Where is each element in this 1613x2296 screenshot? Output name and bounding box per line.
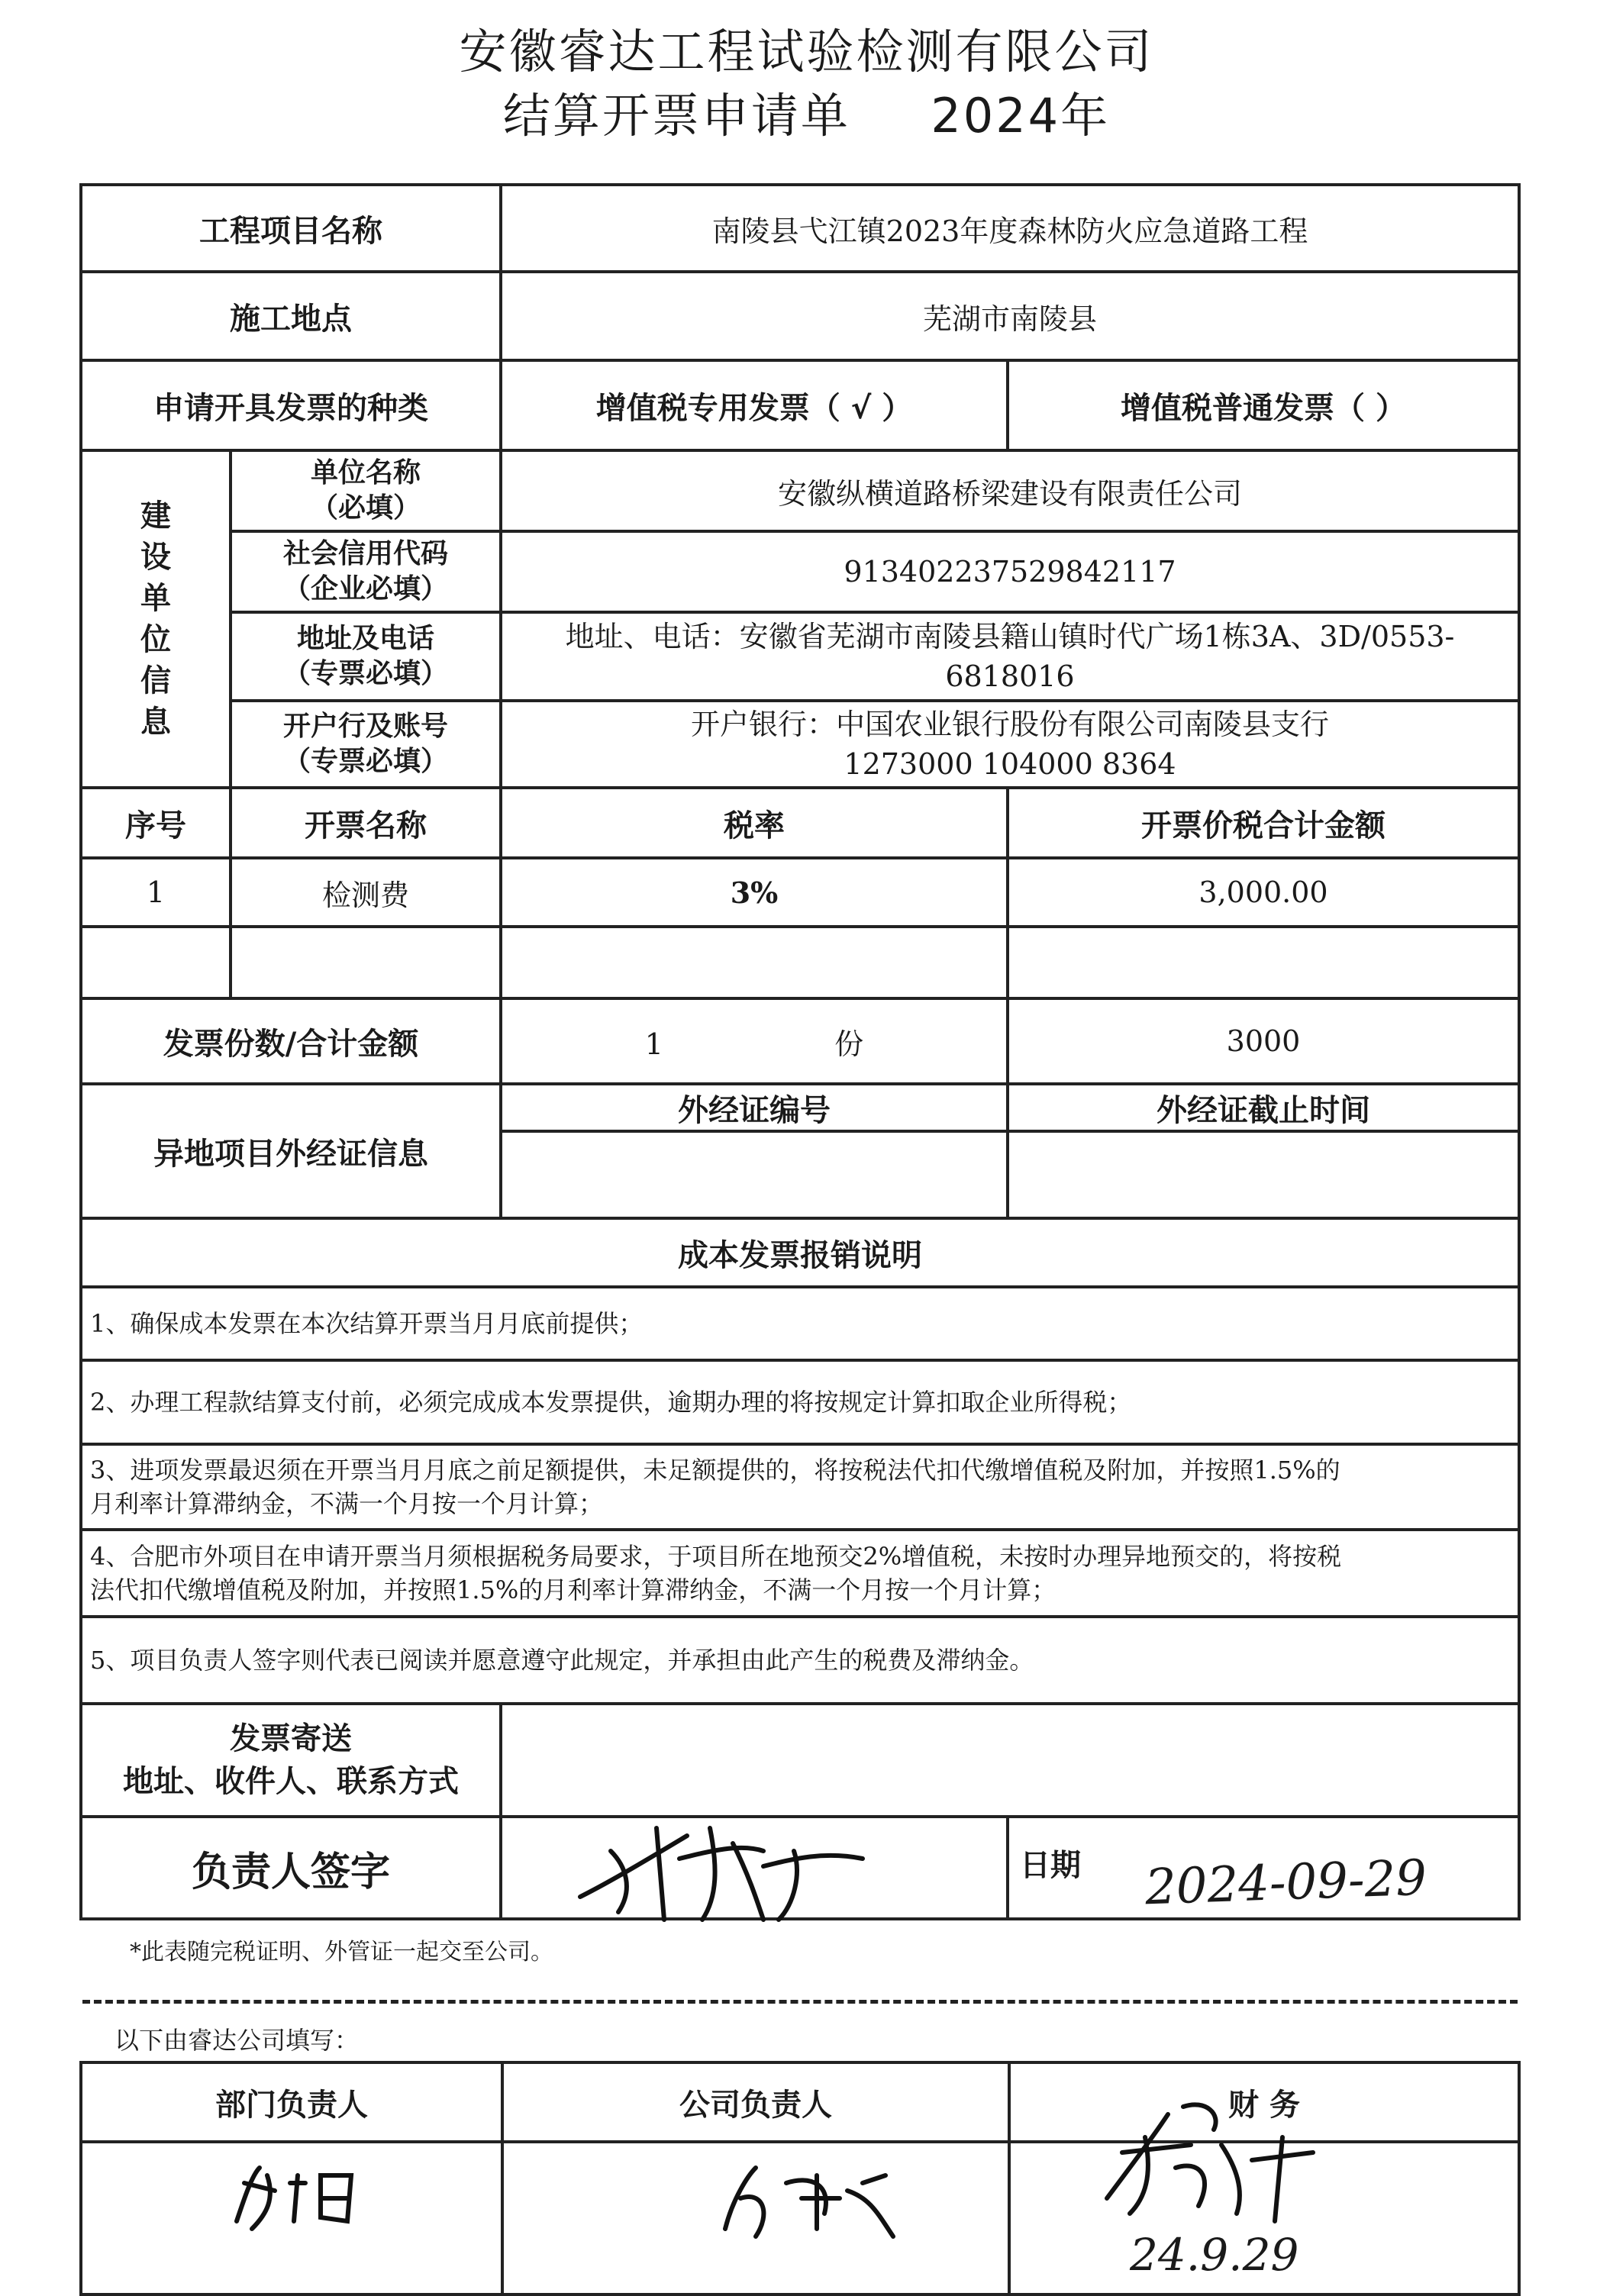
company-head-label: 公司负责人 (502, 2062, 1009, 2142)
builder-section-label (81, 450, 231, 788)
note-3-line-1: 3、进项发票最迟须在开票当月月底之前足额提供，未足额提供的，将按税法代扣代缴增值税及附加，并按照1.5%的 (90, 1456, 1340, 1485)
bank-label (231, 701, 501, 788)
item-rate (501, 927, 1008, 998)
external-cert-deadline-value[interactable] (1008, 1131, 1519, 1218)
finance-label: 财 务 (1009, 2062, 1519, 2142)
item-index: 1 (81, 858, 231, 927)
address-label (231, 612, 501, 701)
totals-amount: 3000 (1008, 998, 1519, 1084)
items-header-index: 序号 (81, 788, 231, 858)
date-label: 日期 (1020, 1848, 1081, 1883)
unit-name-label (231, 450, 501, 531)
item-name (231, 927, 501, 998)
form-title (0, 78, 1613, 146)
credit-code-value: 913402237529842117 (501, 531, 1519, 612)
note-5: 5、项目负责人签字则代表已阅读并愿意遵守此规定，并承担由此产生的税费及滞纳金。 (81, 1617, 1519, 1704)
address-label-text: 地址及电话 (296, 623, 434, 654)
totals-count: 1 (644, 1027, 663, 1061)
note-4-line-1: 4、合肥市外项目在申请开票当月须根据税务局要求，于项目所在地预交2%增值税，未按时办理异地预交的，将按税 (90, 1542, 1342, 1571)
bank-hint: （专票必填） (282, 746, 448, 777)
mailing-label-line-1: 发票寄送 (230, 1721, 352, 1756)
project-name-value: 南陵县弋江镇2023年度森林防火应急道路工程 (501, 185, 1519, 272)
project-name-label: 工程项目名称 (81, 185, 501, 272)
credit-code-hint: （企业必填） (282, 573, 448, 605)
address-line-1: 地址、电话：安徽省芜湖市南陵县籍山镇时代广场1栋3A、3D/0553- (565, 620, 1455, 653)
mailing-value[interactable] (501, 1704, 1519, 1817)
dashed-divider (82, 2000, 1518, 2004)
company-title: 安徽睿达工程试验检测有限公司 (459, 24, 1154, 79)
signature-label: 负责人签字 (81, 1817, 501, 1919)
note-2: 2、办理工程款结算支付前，必须完成成本发票提供，逾期办理的将按规定计算扣取企业所得税； (81, 1360, 1519, 1444)
totals-label: 发票份数/合计金额 (81, 998, 501, 1084)
builder-char: 单 (140, 581, 171, 616)
builder-char: 位 (140, 622, 171, 657)
table-row (81, 927, 1519, 998)
totals-count-cell (501, 998, 1008, 1084)
item-amount (1008, 927, 1519, 998)
unit-name-label-text: 单位名称 (310, 457, 421, 489)
form-year: 2024年 (931, 88, 1111, 144)
dept-head-label: 部门负责人 (81, 2062, 502, 2142)
item-index (81, 927, 231, 998)
footnote: *此表随完税证明、外管证一起交至公司。 (130, 1939, 553, 1965)
external-cert-deadline-header: 外经证截止时间 (1008, 1084, 1519, 1131)
items-header-amount: 开票价税合计金额 (1008, 788, 1519, 858)
item-amount: 3,000.00 (1008, 858, 1519, 927)
note-4 (81, 1530, 1519, 1617)
company-head-signature (710, 2152, 908, 2244)
external-cert-number-header: 外经证编号 (501, 1084, 1008, 1131)
external-cert-label: 异地项目外经证信息 (81, 1084, 501, 1218)
items-header-name: 开票名称 (231, 788, 501, 858)
builder-char: 息 (140, 705, 171, 740)
mailing-label-line-2: 地址、收件人、联系方式 (123, 1764, 459, 1799)
external-cert-number-value[interactable] (501, 1131, 1008, 1218)
credit-code-label (231, 531, 501, 612)
company-fill-intro: 以下由睿达公司填写： (115, 2026, 360, 2055)
unit-name-hint: （必填） (310, 492, 421, 524)
table-row (81, 858, 1519, 927)
site-value: 芜湖市南陵县 (501, 272, 1519, 360)
invoice-type-normal[interactable]: 增值税普通发票（ ） (1008, 360, 1519, 450)
form-title-text: 结算开票申请单 (502, 88, 850, 144)
unit-name-value: 安徽纵横道路桥梁建设有限责任公司 (501, 450, 1519, 531)
site-label: 施工地点 (81, 272, 501, 360)
dept-head-signature (221, 2152, 374, 2236)
address-line-2: 6818016 (945, 659, 1075, 693)
mailing-label (81, 1704, 501, 1817)
address-value (501, 612, 1519, 701)
builder-char: 建 (140, 498, 171, 534)
address-hint: （专票必填） (282, 658, 448, 689)
invoice-type-label: 申请开具发票的种类 (81, 360, 501, 450)
notes-title: 成本发票报销说明 (81, 1218, 1519, 1287)
project-head-signature (565, 1805, 886, 1927)
builder-char: 信 (140, 663, 171, 698)
note-3 (81, 1444, 1519, 1530)
bank-value (501, 701, 1519, 788)
items-header-rate: 税率 (501, 788, 1008, 858)
item-name: 检测费 (231, 858, 501, 927)
invoice-type-special[interactable]: 增值税专用发票（ √ ） (501, 360, 1008, 450)
main-form-table (79, 183, 1521, 1920)
finance-signature (1084, 2091, 1344, 2229)
bank-label-text: 开户行及账号 (282, 711, 448, 742)
credit-code-label-text: 社会信用代码 (282, 538, 448, 569)
builder-char: 设 (140, 540, 171, 575)
item-rate: 3% (501, 858, 1008, 927)
note-3-line-2: 月利率计算滞纳金，不满一个月按一个月计算； (90, 1489, 604, 1518)
totals-count-unit: 份 (834, 1027, 864, 1061)
finance-signature-date: 24.9.29 (1130, 2229, 1299, 2281)
bank-line-1: 开户银行：中国农业银行股份有限公司南陵县支行 (690, 708, 1329, 741)
bank-line-2: 1273000 104000 8364 (844, 747, 1176, 781)
note-4-line-2: 法代扣代缴增值税及附加，并按照1.5%的月利率计算滞纳金，不满一个月按一个月计算； (90, 1575, 1057, 1604)
note-1: 1、确保成本发票在本次结算开票当月月底前提供； (81, 1287, 1519, 1360)
signature-date: 2024-09-29 (1144, 1849, 1428, 1917)
